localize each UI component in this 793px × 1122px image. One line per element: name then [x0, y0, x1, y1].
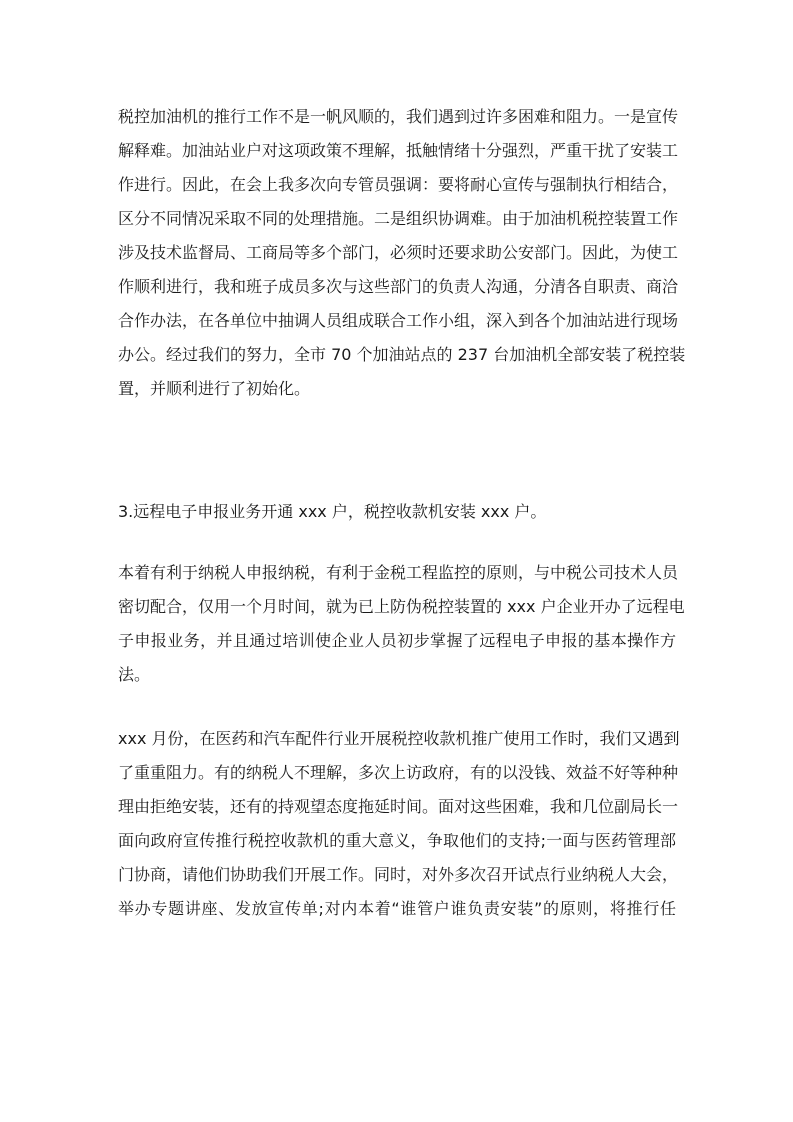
- text-line: 办公。经过我们的努力，全市 70 个加油站点的 237 台加油机全部安装了税控装: [118, 345, 686, 364]
- text-line: 法。: [118, 665, 151, 684]
- text-line: 本着有利于纳税人申报纳税，有利于金税工程监控的原则，与中税公司技术人员: [118, 563, 679, 582]
- text-line: 涉及技术监督局、工商局等多个部门，必须时还要求助公安部门。因此，为使工: [118, 243, 679, 262]
- text-line: 了重重阻力。有的纳税人不理解，多次上访政府，有的以没钱、效益不好等种种: [118, 763, 679, 782]
- text-line: 理由拒绝安装，还有的持观望态度拖延时间。面对这些困难，我和几位副局长一: [118, 797, 679, 816]
- text-line: xxx 月份，在医药和汽车配件行业开展税控收款机推广使用工作时，我们又遇到: [118, 729, 680, 748]
- text-line: 解释难。加油站业户对这项政策不理解，抵触情绪十分强烈，严重干扰了安装工: [118, 141, 679, 160]
- text-line: 子申报业务，并且通过培训使企业人员初步掌握了远程电子申报的基本操作方: [118, 631, 676, 650]
- text-line: 税控加油机的推行工作不是一帆风顺的，我们遇到过许多困难和阻力。一是宣传: [118, 107, 679, 126]
- text-line: 作顺利进行，我和班子成员多次与这些部门的负责人沟通，分清各自职责、商洽: [118, 277, 679, 296]
- paragraph-remote-filing: [118, 556, 685, 692]
- text-line: 合作办法，在各单位中抽调人员组成联合工作小组，深入到各个加油站进行现场: [118, 311, 679, 330]
- text-line: 3.远程电子申报业务开通 xxx 户，税控收款机安装 xxx 户。: [118, 502, 547, 521]
- text-line: 门协商，请他们协助我们开展工作。同时，对外多次召开试点行业纳税人大会，: [118, 865, 679, 884]
- text-line: 面向政府宣传推行税控收款机的重大意义，争取他们的支持;一面与医药管理部: [118, 831, 676, 850]
- text-line: 置，并顺利进行了初始化。: [118, 379, 311, 398]
- text-line: 密切配合，仅用一个月时间，就为已上防伪税控装置的 xxx 户企业开办了远程电: [118, 597, 685, 616]
- paragraph-cash-register-rollout: [118, 722, 680, 926]
- text-line: 作进行。因此，在会上我多次向专管员强调：要将耐心宣传与强制执行相结合，: [118, 175, 679, 194]
- section-heading-remote-filing: [118, 495, 676, 529]
- text-line: 区分不同情况采取不同的处理措施。二是组织协调难。由于加油机税控装置工作: [118, 209, 679, 228]
- paragraph-fuel-dispenser-rollout: [118, 100, 686, 406]
- text-line: 举办专题讲座、发放宣传单;对内本着“谁管户谁负责安装”的原则，将推行任: [118, 899, 676, 918]
